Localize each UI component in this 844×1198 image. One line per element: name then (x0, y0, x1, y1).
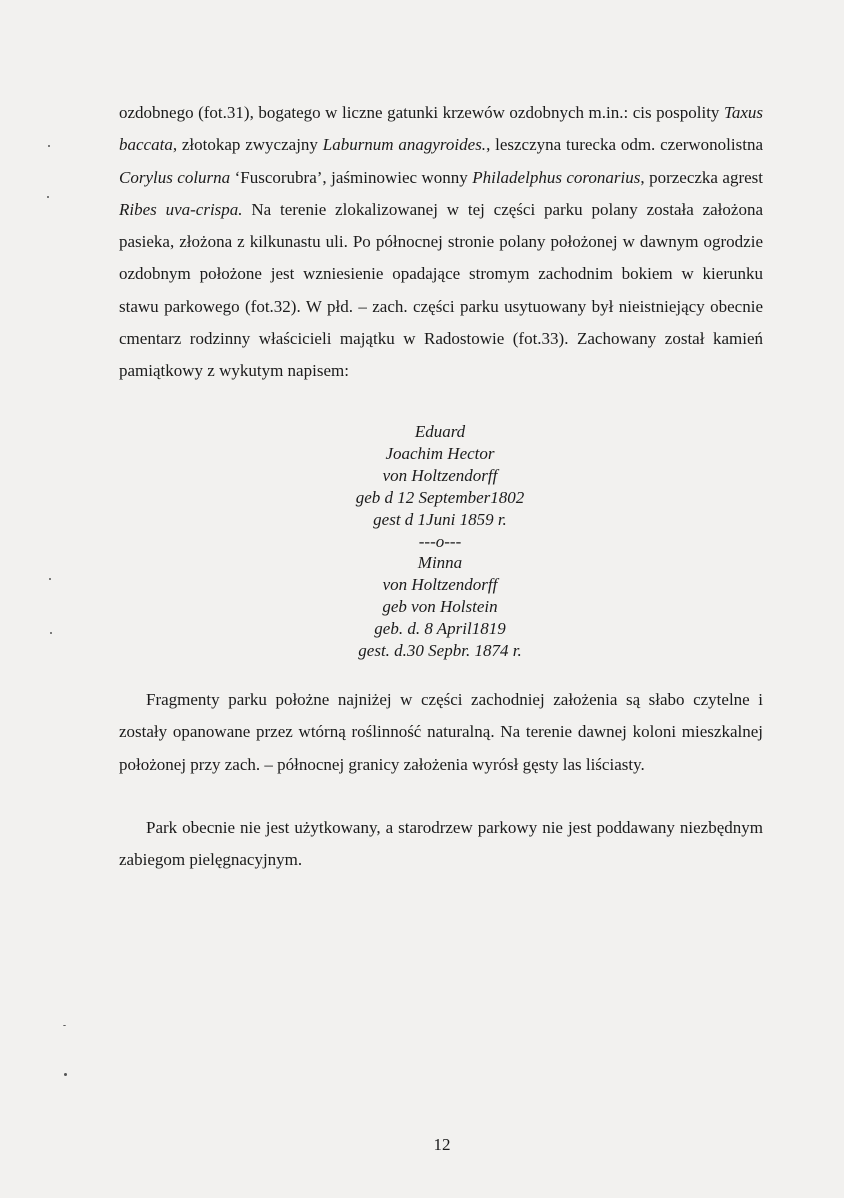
scan-speck (49, 578, 51, 580)
memorial-inscription (230, 421, 650, 662)
inscription-line: geb von Holstein (382, 597, 498, 617)
scan-speck (50, 632, 52, 634)
inscription-line: gest d 1Juni 1859 r. (373, 509, 507, 529)
latin-species-name: Laburnum anagyroides. (322, 135, 487, 155)
paragraph-2-text: Fragmenty parku położne najniżej w części zachodniej założenia są słabo czytelne i zostały opanowane przez wtórną roślinność naturalną. Na terenie dawnej koloni mieszkalnej położonej przy zach. – północnej granicy założenia wyrósł gęsty las liściasty. (119, 690, 763, 774)
inscription-line: von Holtzendorff (382, 575, 498, 595)
latin-species-name: Corylus colurna (119, 167, 231, 187)
paragraph-1 (119, 97, 763, 388)
scan-speck (64, 1073, 67, 1076)
paragraph-3 (119, 812, 763, 877)
text-segment: , złotokap zwyczajny (172, 135, 323, 155)
inscription-line: von Holtzendorff (382, 465, 498, 485)
inscription-line: gest. d.30 Sepbr. 1874 r. (358, 641, 522, 661)
paragraph-1-text (119, 97, 763, 388)
inscription-line: ---o--- (418, 531, 462, 551)
scan-speck (47, 196, 49, 198)
text-segment: , porzeczka agrest (640, 167, 763, 187)
latin-species-name: Taxus baccata (119, 103, 763, 155)
latin-species-name: Ribes uva-crispa. (119, 199, 243, 219)
scan-speck (63, 1025, 66, 1026)
text-segment: ozdobnego (fot.31), bogatego w liczne gatunki krzewów ozdobnych m.in.: cis pospolity (119, 103, 724, 122)
latin-species-name: Philadelphus coronarius (472, 167, 641, 187)
inscription-line: Minna (417, 553, 463, 573)
page-number: 12 (433, 1135, 451, 1154)
scan-speck (48, 145, 50, 147)
paragraph-3-text: Park obecnie nie jest użytkowany, a starodrzew parkowy nie jest poddawany niezbędnym zabiegom pielęgnacyjnym. (119, 818, 763, 870)
inscription-line: Joachim Hector (385, 443, 495, 463)
text-segment: Na terenie zlokalizowanej w tej części parku polany została założona pasieka, złożona z kilkunastu uli. Po północnej stronie polany położonej w dawnym ogrodzie ozdobnym położone jest wzniesienie opadające stromym zachodnim bokiem w kierunku stawu parkowego (fot.32). W płd. – zach. części parku usytuowany był nieistniejący obecnie cmentarz rodzinny właścicieli majątku w Radostowie (fot.33). Zachowany został kamień pamiątkowy z wykutym napisem: (119, 199, 763, 381)
inscription-line: Eduard (414, 422, 466, 441)
text-segment: , leszczyna turecka odm. czerwonolistna (486, 135, 764, 155)
inscription-line: geb d 12 September1802 (355, 487, 525, 507)
text-segment: ‘Fuscorubra’, jaśminowiec wonny (230, 167, 473, 187)
inscription-line: geb. d. 8 April1819 (374, 619, 506, 639)
paragraph-2 (119, 684, 763, 781)
